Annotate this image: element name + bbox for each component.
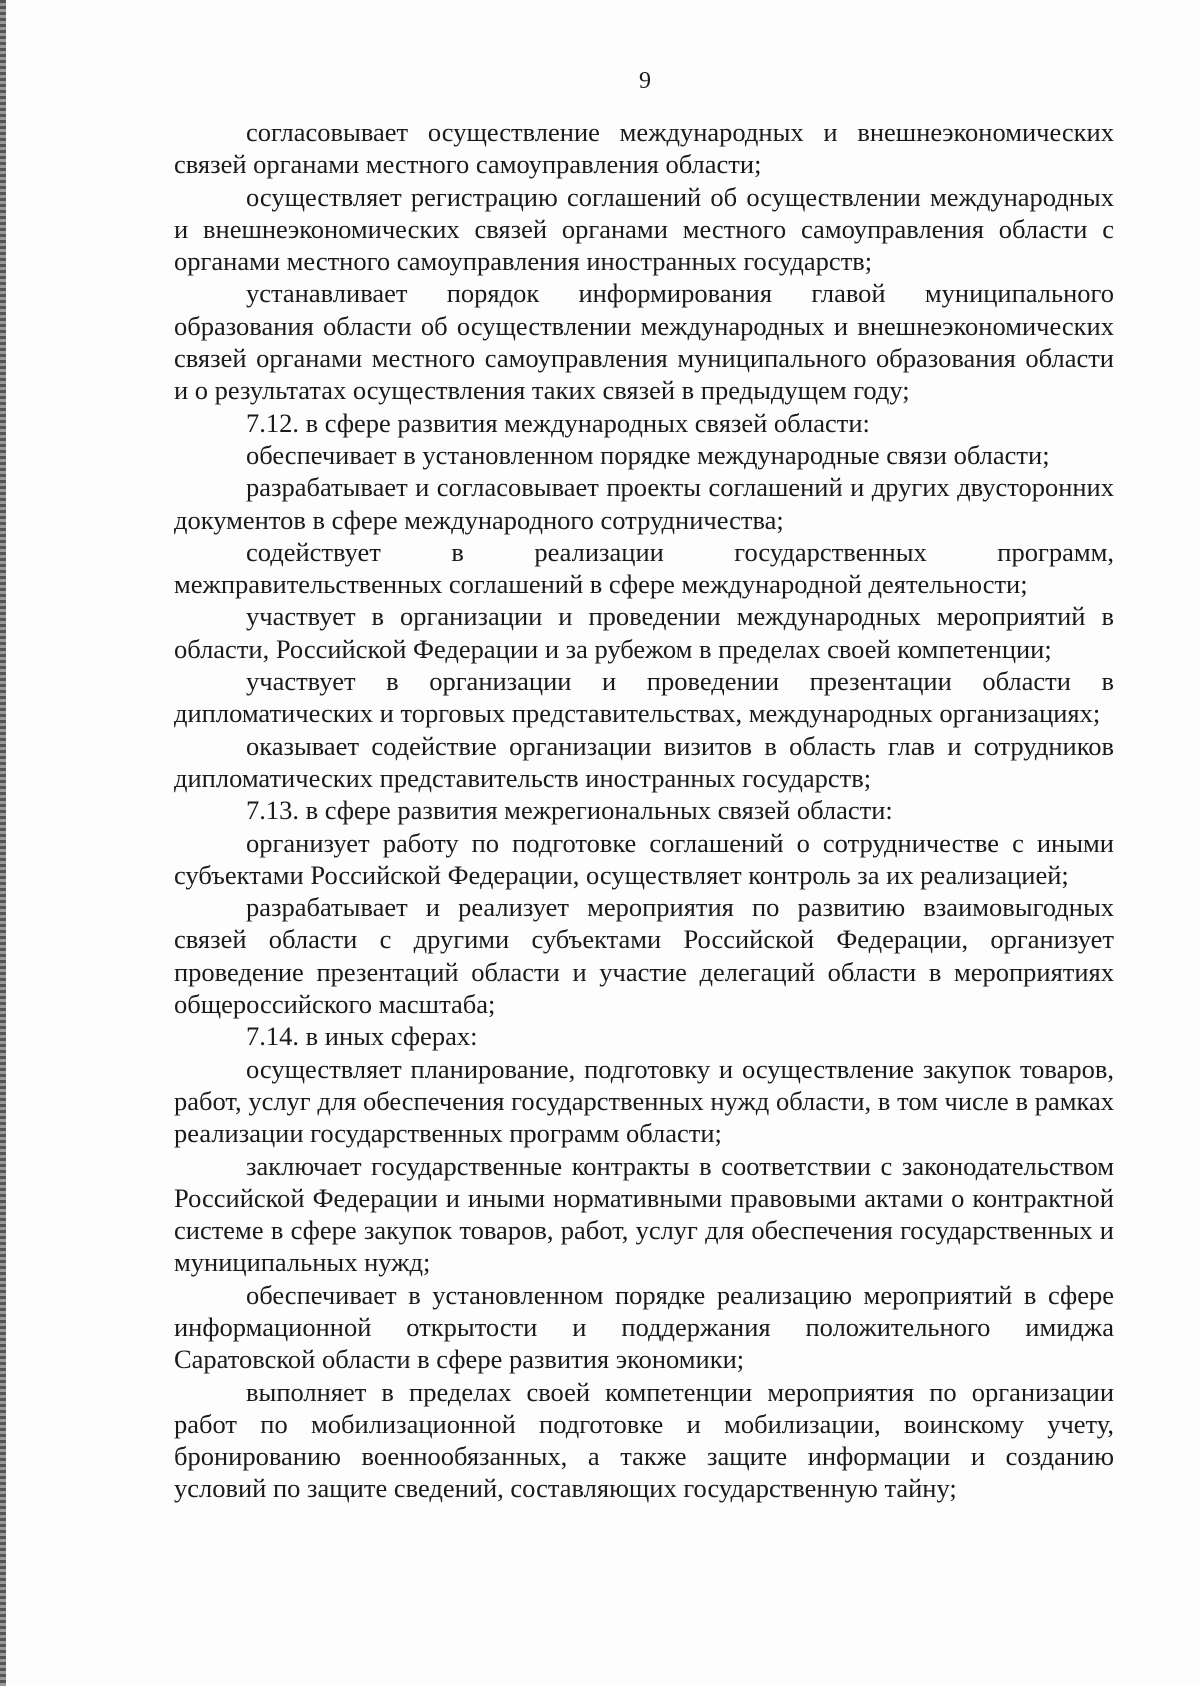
paragraph: осуществляет регистрацию соглашений об осуществлении международных и внешнеэкономических связей органами местного самоуправления области с органами местного самоуправления иностранных государств; [174,181,1114,277]
page-number: 9 [639,68,651,94]
document-body [174,116,1114,1505]
section-heading: 7.12. в сфере развития международных связей области: [246,407,870,438]
section-heading: 7.14. в иных сферах: [246,1021,478,1052]
paragraph: содействует в реализации государственных программ, межправительственных соглашений в сфере международной деятельности; [174,536,1114,600]
section-heading: 7.13. в сфере развития межрегиональных связей области: [246,795,893,826]
paragraph: выполняет в пределах своей компетенции мероприятия по организации работ по мобилизационной подготовке и мобилизации, воинскому учету, бронированию военнообязанных, а также защите информации и созданию условий по защите сведений, составляющих государственную тайну; [174,1376,1114,1504]
paragraph: разрабатывает и согласовывает проекты соглашений и других двусторонних документов в сфере международного сотрудничества; [174,472,1114,535]
paragraph: осуществляет планирование, подготовку и осуществление закупок товаров, работ, услуг для обеспечения государственных нужд области, в том числе в рамках реализации государственных программ области; [174,1053,1114,1149]
paragraph: обеспечивает в установленном порядке международные связи области; [246,439,1050,470]
paragraph: разрабатывает и реализует мероприятия по развитию взаимовыгодных связей области с другими субъектами Российской Федерации, организует проведение презентаций области и участие делегаций области в мероприятиях общероссийского масштаба; [174,892,1114,1020]
scan-edge [0,0,6,1686]
paragraph: согласовывает осуществление международных и внешнеэкономических связей органами местного самоуправления области; [174,117,1114,180]
paragraph: обеспечивает в установленном порядке реализацию мероприятий в сфере информационной открытости и поддержания положительного имиджа Саратовской области в сфере развития экономики; [174,1279,1114,1375]
paragraph: участвует в организации и проведении презентации области в дипломатических и торговых представительствах, международных организациях; [174,666,1114,729]
paragraph: участвует в организации и проведении международных мероприятий в области, Российской Федерации и за рубежом в пределах своей компетенции; [174,601,1114,664]
paragraph: организует работу по подготовке соглашений о сотрудничестве с иными субъектами Российской Федерации, осуществляет контроль за их реализацией; [174,827,1114,890]
paragraph: оказывает содействие организации визитов в область глав и сотрудников дипломатических представительств иностранных государств; [174,730,1114,793]
paragraph: заключает государственные контракты в соответствии с законодательством Российской Федерации и иными нормативными правовыми актами о контрактной системе в сфере закупок товаров, работ, услуг для обеспечения государственных и муниципальных нужд; [174,1150,1114,1278]
paragraph: устанавливает порядок информирования главой муниципального образования области об осуществлении международных и внешнеэкономических связей органами местного самоуправления муниципального образования области и о результатах осуществления таких связей в предыдущем году; [174,278,1114,406]
